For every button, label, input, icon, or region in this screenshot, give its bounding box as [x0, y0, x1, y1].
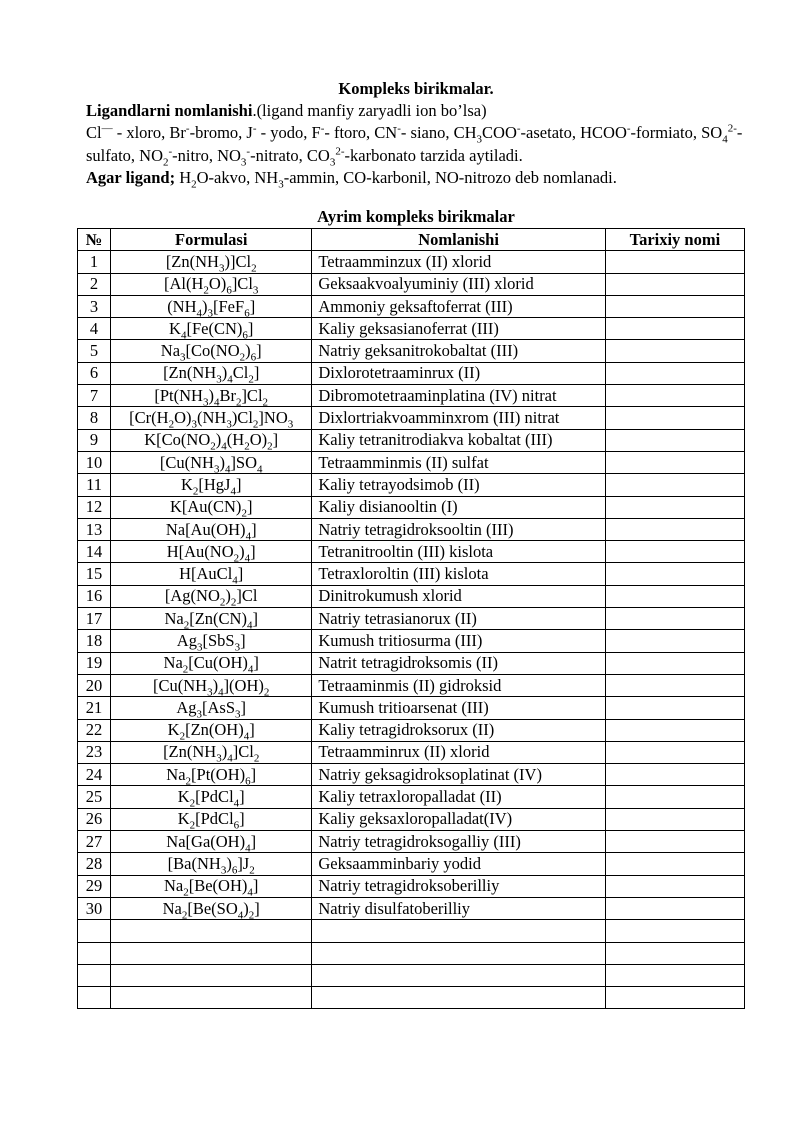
row-name: Tetraamminmis (II) sulfat [312, 451, 605, 473]
table-row [78, 652, 745, 674]
row-name: Tetranitrooltin (III) kislota [312, 541, 605, 563]
row-number: 25 [78, 786, 111, 808]
row-historical-name [605, 385, 744, 407]
row-number: 13 [78, 518, 111, 540]
row-historical-name [605, 541, 744, 563]
row-name: Natriy geksagidroksoplatinat (IV) [312, 764, 605, 786]
row-formula: $[Pt(NH_3)_4Br_2]Cl_2$ [111, 385, 312, 407]
row-name: Tetraaminmis (II) gidroksid [312, 674, 605, 696]
row-number: 11 [78, 474, 111, 496]
table-row [78, 295, 745, 317]
row-formula: $K_4[Fe(CN)_6]$ [111, 318, 312, 340]
table-row [78, 697, 745, 719]
row-formula: $[Zn(NH_3)_4]Cl_2$ [111, 741, 312, 763]
table-row [78, 608, 745, 630]
row-formula: $Ag_3[SbS_3]$ [111, 630, 312, 652]
table-row [78, 474, 745, 496]
row-historical-name [605, 295, 744, 317]
row-number: 14 [78, 541, 111, 563]
row-number: 19 [78, 652, 111, 674]
row-formula [111, 964, 312, 986]
table-row [78, 808, 745, 830]
table-header-row [78, 229, 745, 251]
row-number: 29 [78, 875, 111, 897]
document-body [86, 78, 746, 227]
row-formula: $[Ag(NO_2)_2]Cl$ [111, 585, 312, 607]
row-historical-name [605, 697, 744, 719]
row-formula: H[AuCl$_4$] [111, 563, 312, 585]
table-row [78, 340, 745, 362]
table-row [78, 987, 745, 1009]
table-row [78, 674, 745, 696]
row-number: 15 [78, 563, 111, 585]
row-formula: $Na[Au(OH)_4]$ [111, 518, 312, 540]
row-number: 27 [78, 831, 111, 853]
row-name: Dibromotetraaminplatina (IV) nitrat [312, 385, 605, 407]
table-row [78, 741, 745, 763]
row-historical-name [605, 474, 744, 496]
neutral-ligands-bold: Agar ligand; [86, 167, 176, 187]
table-row [78, 630, 745, 652]
row-historical-name [605, 362, 744, 384]
row-number: 17 [78, 608, 111, 630]
row-number: 16 [78, 585, 111, 607]
row-historical-name [605, 786, 744, 808]
row-historical-name [605, 875, 744, 897]
row-name: Natriy geksanitrokobaltat (III) [312, 340, 605, 362]
row-name: Kaliy tetranitrodiakva kobaltat (III) [312, 429, 605, 451]
row-formula: $K[Au(CN)_2]$ [111, 496, 312, 518]
row-formula: $[Ba(NH_3)_6]J_2$ [111, 853, 312, 875]
row-formula: $K[Co(NO_2)_4(H_2O)_2]$ [111, 429, 312, 451]
anionic-ligands-paragraph: Cl— - xloro, Br--bromo, J- - yodo, F-- ftoro, CN-- siano, $CH_3COO^-$-asetato, HCOO--formiato, $SO_4^{2-}$-sulfato, $NO_2^-$-nitro, $NO_3^-$-nitrato, $CO_3^{2-}$-karbonato tarzida aytiladi. [86, 122, 743, 168]
table-row [78, 451, 745, 473]
table-row [78, 764, 745, 786]
row-name [312, 942, 605, 964]
row-number: 8 [78, 407, 111, 429]
table-row [78, 429, 745, 451]
row-name: Natriy tetragidroksoberilliy [312, 875, 605, 897]
row-historical-name [605, 897, 744, 919]
table-row [78, 853, 745, 875]
row-number: 23 [78, 741, 111, 763]
row-historical-name [605, 630, 744, 652]
row-name [312, 987, 605, 1009]
row-number [78, 920, 111, 942]
neutral-ligands-paragraph [86, 167, 746, 189]
header-historical-name: Tarixiy nomi [605, 229, 744, 251]
row-number: 3 [78, 295, 111, 317]
row-formula: $K_2[PdCl_6]$ [111, 808, 312, 830]
row-formula: $Na_2[Pt(OH)_6]$ [111, 764, 312, 786]
row-number: 12 [78, 496, 111, 518]
ligand-naming-heading-bold: Ligandlarni nomlanishi [86, 101, 253, 121]
row-number: 10 [78, 451, 111, 473]
row-formula: $H[Au(NO_2)_4]$ [111, 541, 312, 563]
row-name: Kaliy geksasianoferrat (III) [312, 318, 605, 340]
row-historical-name [605, 318, 744, 340]
ligand-naming-heading-note: .(ligand manfiy zaryadli ion bo’lsa) [252, 101, 487, 121]
ligand-naming-heading [86, 100, 746, 122]
row-name: Ammoniy geksaftoferrat (III) [312, 295, 605, 317]
row-name: Kaliy geksaxloropalladat(IV) [312, 808, 605, 830]
row-formula [111, 942, 312, 964]
row-historical-name [605, 407, 744, 429]
row-name: Dixlortriakvoamminxrom (III) nitrat [312, 407, 605, 429]
row-formula: $[Zn(NH_3)_4Cl_2]$ [111, 362, 312, 384]
table-row [78, 518, 745, 540]
row-number: 24 [78, 764, 111, 786]
row-name: Dixlorotetraaminrux (II) [312, 362, 605, 384]
row-number: 7 [78, 385, 111, 407]
row-name: Kaliy tetragidroksorux (II) [312, 719, 605, 741]
row-name: Natriy tetragidroksogalliy (III) [312, 831, 605, 853]
row-number: 26 [78, 808, 111, 830]
row-formula: $K_2[Zn(OH)_4]$ [111, 719, 312, 741]
table-row [78, 719, 745, 741]
row-formula [111, 920, 312, 942]
table-row [78, 942, 745, 964]
table-row [78, 385, 745, 407]
row-formula: $[Cu(NH_3)_4](OH)_2$ [111, 674, 312, 696]
row-number: 20 [78, 674, 111, 696]
row-historical-name [605, 608, 744, 630]
neutral-ligands-text: $H_2O$-akvo, $NH_3$-ammin, CO-karbonil, NO-nitrozo deb nomlanadi. [175, 167, 617, 191]
table-body [78, 251, 745, 1009]
table-row [78, 407, 745, 429]
table-row [78, 318, 745, 340]
row-formula: $Na_3[Co(NO_2)_6]$ [111, 340, 312, 362]
row-number: 2 [78, 273, 111, 295]
row-historical-name [605, 563, 744, 585]
row-name: Tetraamminrux (II) xlorid [312, 741, 605, 763]
row-number: 21 [78, 697, 111, 719]
table-row [78, 875, 745, 897]
table-row [78, 897, 745, 919]
row-formula: $[Cr(H_2O)_3(NH_3)Cl_2]NO_3$ [111, 407, 312, 429]
table-title: Ayrim kompleks birikmalar [317, 207, 515, 227]
row-historical-name [605, 964, 744, 986]
row-number: 30 [78, 897, 111, 919]
row-historical-name [605, 831, 744, 853]
row-name: Kaliy disianooltin (I) [312, 496, 605, 518]
row-name: Kaliy tetrayodsimob (II) [312, 474, 605, 496]
header-name: Nomlanishi [312, 229, 605, 251]
row-number: 6 [78, 362, 111, 384]
table-row [78, 831, 745, 853]
row-number: 28 [78, 853, 111, 875]
row-formula: $[Al(H_2O)_6]Cl_3$ [111, 273, 312, 295]
row-formula: $[Cu(NH_3)_4]SO_4$ [111, 451, 312, 473]
table-row [78, 251, 745, 273]
table-row [78, 964, 745, 986]
row-name: Natrit tetragidroksomis (II) [312, 652, 605, 674]
row-historical-name [605, 652, 744, 674]
row-formula [111, 987, 312, 1009]
row-historical-name [605, 429, 744, 451]
row-historical-name [605, 920, 744, 942]
table-row [78, 273, 745, 295]
row-name: Kumush tritioarsenat (III) [312, 697, 605, 719]
row-historical-name [605, 987, 744, 1009]
row-number [78, 987, 111, 1009]
row-historical-name [605, 518, 744, 540]
header-number: № [78, 229, 111, 251]
header-formula: Formulasi [111, 229, 312, 251]
row-formula: $Na_2[Zn(CN)_4]$ [111, 608, 312, 630]
row-formula: $Na[Ga(OH)_4]$ [111, 831, 312, 853]
row-number [78, 942, 111, 964]
row-historical-name [605, 451, 744, 473]
row-number: 9 [78, 429, 111, 451]
row-historical-name [605, 585, 744, 607]
row-historical-name [605, 942, 744, 964]
row-historical-name [605, 340, 744, 362]
row-name: Tetraxloroltin (III) kislota [312, 563, 605, 585]
row-name: Kaliy tetraxloropalladat (II) [312, 786, 605, 808]
row-historical-name [605, 273, 744, 295]
row-historical-name [605, 719, 744, 741]
table-row [78, 362, 745, 384]
row-number: 5 [78, 340, 111, 362]
row-formula: $[Zn(NH_3)]Cl_2$ [111, 251, 312, 273]
row-name [312, 964, 605, 986]
row-name: Dinitrokumush xlorid [312, 585, 605, 607]
row-number: 4 [78, 318, 111, 340]
row-formula: $Na_2[Be(OH)_4]$ [111, 875, 312, 897]
table-row [78, 786, 745, 808]
row-name: Geksaamminbariy yodid [312, 853, 605, 875]
row-formula: $Na_2[Be(SO_4)_2]$ [111, 897, 312, 919]
row-number [78, 964, 111, 986]
row-historical-name [605, 674, 744, 696]
row-historical-name [605, 496, 744, 518]
row-formula: $Ag_3[AsS_3]$ [111, 697, 312, 719]
table-row [78, 563, 745, 585]
row-number: 1 [78, 251, 111, 273]
row-name [312, 920, 605, 942]
row-name: Natriy disulfatoberilliy [312, 897, 605, 919]
row-historical-name [605, 764, 744, 786]
row-formula: $K_2[PdCl_4]$ [111, 786, 312, 808]
table-row [78, 920, 745, 942]
table-row [78, 585, 745, 607]
table-row [78, 541, 745, 563]
row-name: Natriy tetragidroksooltin (III) [312, 518, 605, 540]
row-formula: $K_2[HgJ_4]$ [111, 474, 312, 496]
row-historical-name [605, 741, 744, 763]
complex-compounds-table [77, 228, 745, 1009]
row-historical-name [605, 853, 744, 875]
row-historical-name [605, 808, 744, 830]
row-formula: $Na_2[Cu(OH)_4]$ [111, 652, 312, 674]
row-historical-name [605, 251, 744, 273]
row-name: Kumush tritiosurma (III) [312, 630, 605, 652]
row-formula: $(NH_4)_3[FeF_6]$ [111, 295, 312, 317]
row-name: Geksaakvoalyuminiy (III) xlorid [312, 273, 605, 295]
row-number: 18 [78, 630, 111, 652]
table-row [78, 496, 745, 518]
row-name: Natriy tetrasianorux (II) [312, 608, 605, 630]
row-number: 22 [78, 719, 111, 741]
page-title: Kompleks birikmalar. [338, 79, 494, 98]
row-name: Tetraamminzux (II) xlorid [312, 251, 605, 273]
